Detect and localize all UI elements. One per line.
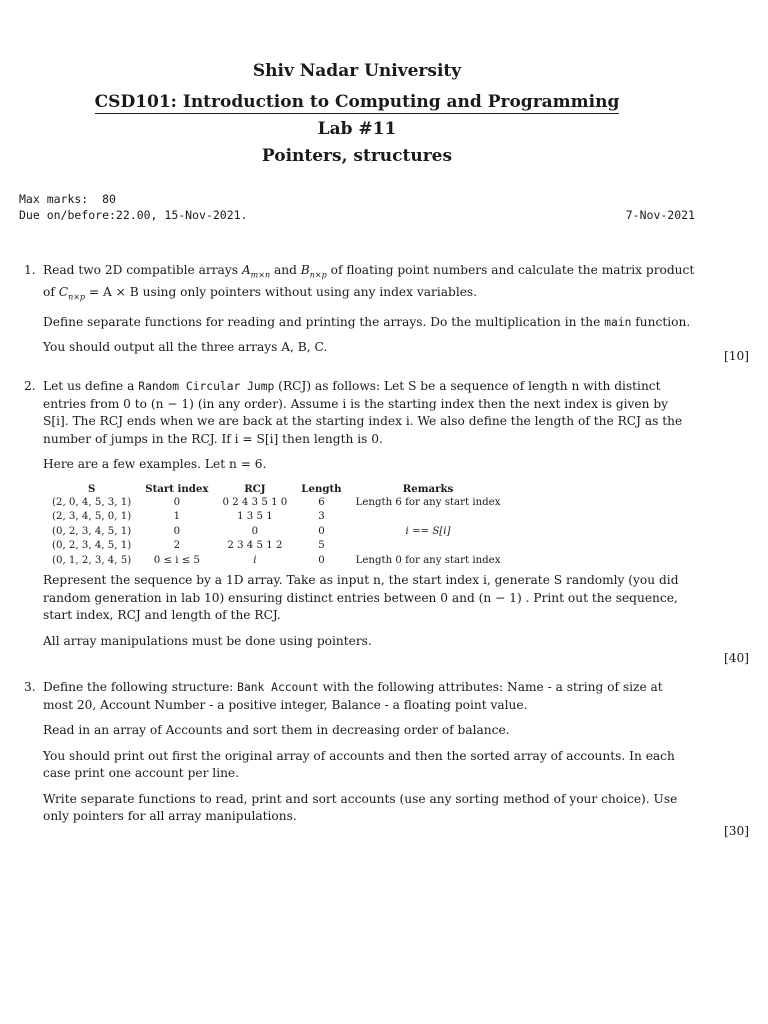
table-cell: 3 [318, 511, 325, 522]
table-cell: 0 [173, 525, 181, 537]
q3-paragraph-2: Read in an array of Accounts and sort them in decreasing order of balance. [43, 723, 510, 737]
q2-paragraph-2: Here are a few examples. Let n = 6. [43, 457, 267, 471]
issue-date: 7-Nov-2021 [625, 208, 695, 222]
q1-paragraph-2: Define separate functions for reading and printing the arrays. Do the multiplication in the main function. [43, 314, 691, 329]
question-number: 2. [24, 379, 36, 393]
table-cell [349, 539, 508, 554]
q2-marks: [40] [723, 651, 749, 665]
column-header: Remarks [402, 482, 454, 495]
table-row [45, 510, 507, 525]
q3-paragraph-4: Write separate functions to read, print and sort accounts (use any sorting method of your choice). Use only pointers for all array manipulations. [43, 791, 678, 823]
table-row [45, 539, 507, 554]
table-cell: 0 ≤ i ≤ 5 [153, 554, 200, 566]
column-header: Length [301, 482, 342, 495]
table-row [45, 525, 507, 540]
question-number: 1. [24, 263, 36, 277]
due-date: Due on/before:22.00, 15-Nov-2021. [19, 208, 248, 222]
table-header-row [45, 482, 507, 496]
question-2 [24, 378, 696, 658]
column-header: RCJ [244, 482, 266, 495]
q1-marks: [10] [723, 349, 749, 363]
question-1 [24, 262, 696, 365]
table-cell: 2 3 4 5 1 2 [227, 540, 283, 551]
q3-paragraph-3: You should print out first the original array of accounts and then the sorted array of accounts. In each case print one account per line. [43, 748, 675, 780]
table-cell: 1 [173, 511, 181, 522]
column-header: Start index [145, 482, 209, 495]
rcj-examples-table [45, 482, 507, 569]
table-cell: (0, 2, 3, 4, 5, 1) [52, 525, 132, 537]
q2-paragraph-3: Represent the sequence by a 1D array. Take as input n, the start index i, generate S randomly (you did random generation in lab 10) ensuring distinct entries between 0 and (n − 1) . Print out the sequence, start index, RCJ and length of the RCJ. [43, 573, 679, 622]
table-cell [349, 510, 508, 525]
table-cell: (2, 3, 4, 5, 0, 1) [52, 511, 132, 522]
table-cell: (0, 2, 3, 4, 5, 1) [52, 540, 132, 551]
table-cell: 1 3 5 1 [237, 511, 273, 522]
table-cell: Length 0 for any start index [355, 554, 501, 566]
table-cell: (0, 1, 2, 3, 4, 5) [52, 554, 132, 566]
q2-paragraph-4: All array manipulations must be done using pointers. [43, 633, 372, 648]
lab-number: Lab #11 [317, 119, 397, 139]
table-cell: 0 [318, 554, 325, 566]
max-marks: Max marks: 80 [19, 192, 116, 206]
table-cell: 5 [318, 540, 325, 551]
table-cell: 0 2 4 3 5 1 0 [222, 496, 288, 508]
column-header: S [87, 482, 96, 495]
course-title: CSD101: Introduction to Computing and Programming [94, 92, 620, 112]
table-cell: 2 [173, 540, 181, 551]
lab-topic: Pointers, structures [261, 146, 453, 166]
q1-paragraph-3: You should output all the three arrays A, B, C. [43, 340, 328, 355]
q3-marks: [30] [723, 824, 749, 838]
question-number: 3. [24, 680, 36, 694]
university-name: Shiv Nadar University [252, 61, 462, 81]
table-row [45, 554, 507, 569]
q3-paragraph-1: Define the following structure: Bank Account with the following attributes: Name - a string of size at most 20, Account Number - a positive integer, Balance - a floating point value. [43, 680, 663, 712]
table-cell: i [253, 554, 257, 566]
table-cell: 0 [173, 496, 181, 508]
table-cell: 0 [251, 525, 259, 537]
table-cell: i == S[i] [405, 525, 451, 537]
q2-paragraph-1: Let us define a Random Circular Jump (RCJ) as follows: Let S be a sequence of length n with distinct entries from 0 to (n − 1) (in any order). Assume i is the starting index then the next index is given by S[i]. The RCJ ends when we are back at the starting index i. We also define the length of the RCJ as the number of jumps in the RCJ. If i = S[i] then length is 0. [43, 379, 683, 446]
table-cell: Length 6 for any start index [355, 496, 501, 508]
table-cell: 6 [318, 496, 325, 508]
table-row [45, 496, 507, 511]
table-cell: 0 [318, 525, 325, 537]
question-3 [24, 679, 696, 834]
table-cell: (2, 0, 4, 5, 3, 1) [52, 496, 132, 508]
q1-paragraph-1: Read two 2D compatible arrays $A_{m\times n}$ and $B_{n\times p}$ of floating point numbers and calculate the matrix product of $C_{n\times p} = A \times B$ using only pointers without using any index variables. [43, 263, 695, 302]
